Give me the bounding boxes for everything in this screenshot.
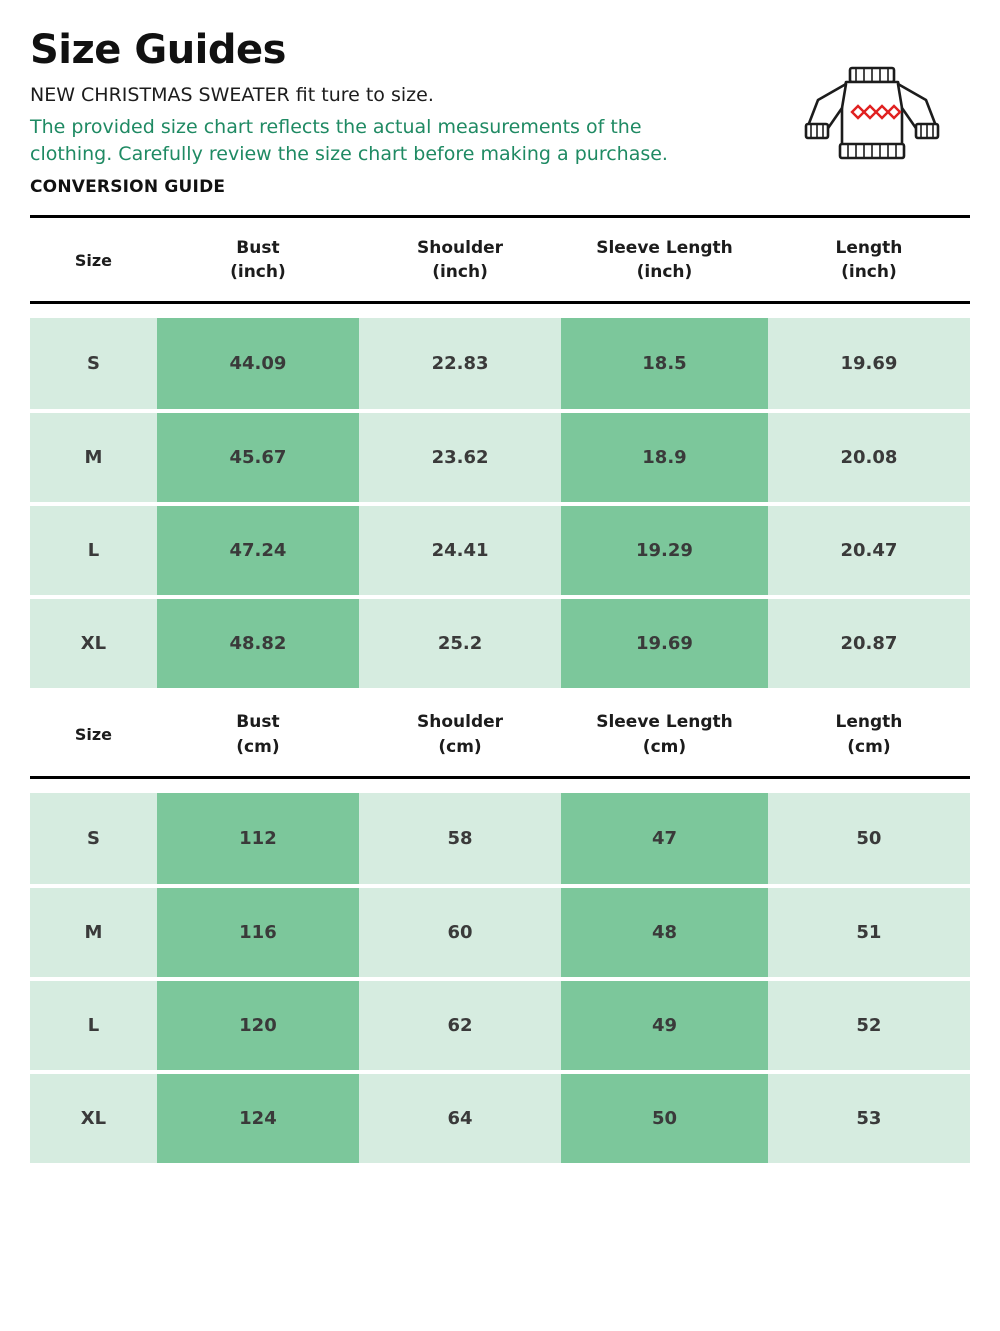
col-header-shoulder <box>359 692 561 777</box>
cell-sleeve: 49 <box>561 979 768 1072</box>
cell-shoulder: 24.41 <box>359 504 561 597</box>
sweater-icon <box>790 60 960 180</box>
cell-bust: 112 <box>157 793 359 886</box>
col-header-sleeve-unit: (inch) <box>636 262 693 283</box>
cell-length: 20.08 <box>768 411 970 504</box>
cell-shoulder: 22.83 <box>359 318 561 411</box>
col-header-bust <box>157 692 359 777</box>
header <box>30 0 970 197</box>
col-header-sleeve-label: Sleeve Length <box>596 712 733 733</box>
col-header-sleeve-unit: (cm) <box>642 737 687 758</box>
cell-size: M <box>30 886 157 979</box>
col-header-sleeve-label: Sleeve Length <box>596 237 733 258</box>
table-row <box>30 318 970 411</box>
cell-shoulder: 64 <box>359 1072 561 1165</box>
size-table-cm <box>30 692 970 1167</box>
col-header-sleeve <box>561 692 768 777</box>
cell-sleeve: 19.69 <box>561 597 768 690</box>
page-title: Size Guides <box>30 27 286 73</box>
col-header-length-unit: (inch) <box>841 262 897 283</box>
cell-length: 19.69 <box>768 318 970 411</box>
col-header-size: Size <box>30 692 157 777</box>
cell-bust: 44.09 <box>157 318 359 411</box>
table-row <box>30 793 970 886</box>
cell-length: 53 <box>768 1072 970 1165</box>
cell-bust: 48.82 <box>157 597 359 690</box>
cell-shoulder: 25.2 <box>359 597 561 690</box>
cell-length: 20.47 <box>768 504 970 597</box>
table-header-row-cm <box>30 692 970 777</box>
table-row <box>30 411 970 504</box>
cell-size: XL <box>30 1072 157 1165</box>
size-table-inch <box>30 218 970 693</box>
col-header-bust <box>157 218 359 303</box>
col-header-bust-label: Bust <box>236 237 280 258</box>
col-header-shoulder-unit: (cm) <box>438 737 482 758</box>
col-header-bust-unit: (inch) <box>230 262 286 283</box>
cell-size: S <box>30 793 157 886</box>
fit-subtitle: NEW CHRISTMAS SWEATER fit ture to size. <box>30 84 434 106</box>
measurement-note: The provided size chart reflects the actual measurements of the clothing. Carefully review the size chart before making a purchase. <box>30 115 668 166</box>
col-header-sleeve <box>561 218 768 303</box>
cell-shoulder: 60 <box>359 886 561 979</box>
cell-sleeve: 19.29 <box>561 504 768 597</box>
cell-shoulder: 62 <box>359 979 561 1072</box>
cell-bust: 45.67 <box>157 411 359 504</box>
spacer-row <box>30 302 970 318</box>
col-header-shoulder-label: Shoulder <box>417 237 504 258</box>
cell-bust: 47.24 <box>157 504 359 597</box>
cell-length: 52 <box>768 979 970 1072</box>
cell-size: L <box>30 979 157 1072</box>
col-header-length <box>768 218 970 303</box>
cell-sleeve: 50 <box>561 1072 768 1165</box>
col-header-bust-unit: (cm) <box>236 737 280 758</box>
conversion-guide-label: CONVERSION GUIDE <box>30 176 226 197</box>
cell-shoulder: 58 <box>359 793 561 886</box>
col-header-bust-label: Bust <box>236 712 280 733</box>
cell-sleeve: 47 <box>561 793 768 886</box>
cell-sleeve: 18.9 <box>561 411 768 504</box>
cell-length: 20.87 <box>768 597 970 690</box>
cell-bust: 120 <box>157 979 359 1072</box>
col-header-shoulder <box>359 218 561 303</box>
cell-sleeve: 48 <box>561 886 768 979</box>
col-header-length <box>768 692 970 777</box>
cell-size: S <box>30 318 157 411</box>
col-header-size: Size <box>30 218 157 303</box>
spacer-row <box>30 777 970 793</box>
cell-bust: 116 <box>157 886 359 979</box>
cell-bust: 124 <box>157 1072 359 1165</box>
cell-size: M <box>30 411 157 504</box>
col-header-shoulder-label: Shoulder <box>417 712 504 733</box>
col-header-length-label: Length <box>835 237 903 258</box>
cell-shoulder: 23.62 <box>359 411 561 504</box>
table-row <box>30 979 970 1072</box>
col-header-length-unit: (cm) <box>847 737 891 758</box>
col-header-shoulder-unit: (inch) <box>432 262 488 283</box>
cell-size: XL <box>30 597 157 690</box>
table-row <box>30 504 970 597</box>
cell-size: L <box>30 504 157 597</box>
cell-length: 51 <box>768 886 970 979</box>
table-row <box>30 1072 970 1165</box>
cell-sleeve: 18.5 <box>561 318 768 411</box>
table-header-row-inch <box>30 218 970 303</box>
cell-length: 50 <box>768 793 970 886</box>
col-header-length-label: Length <box>835 712 903 733</box>
table-row <box>30 886 970 979</box>
table-row <box>30 597 970 690</box>
